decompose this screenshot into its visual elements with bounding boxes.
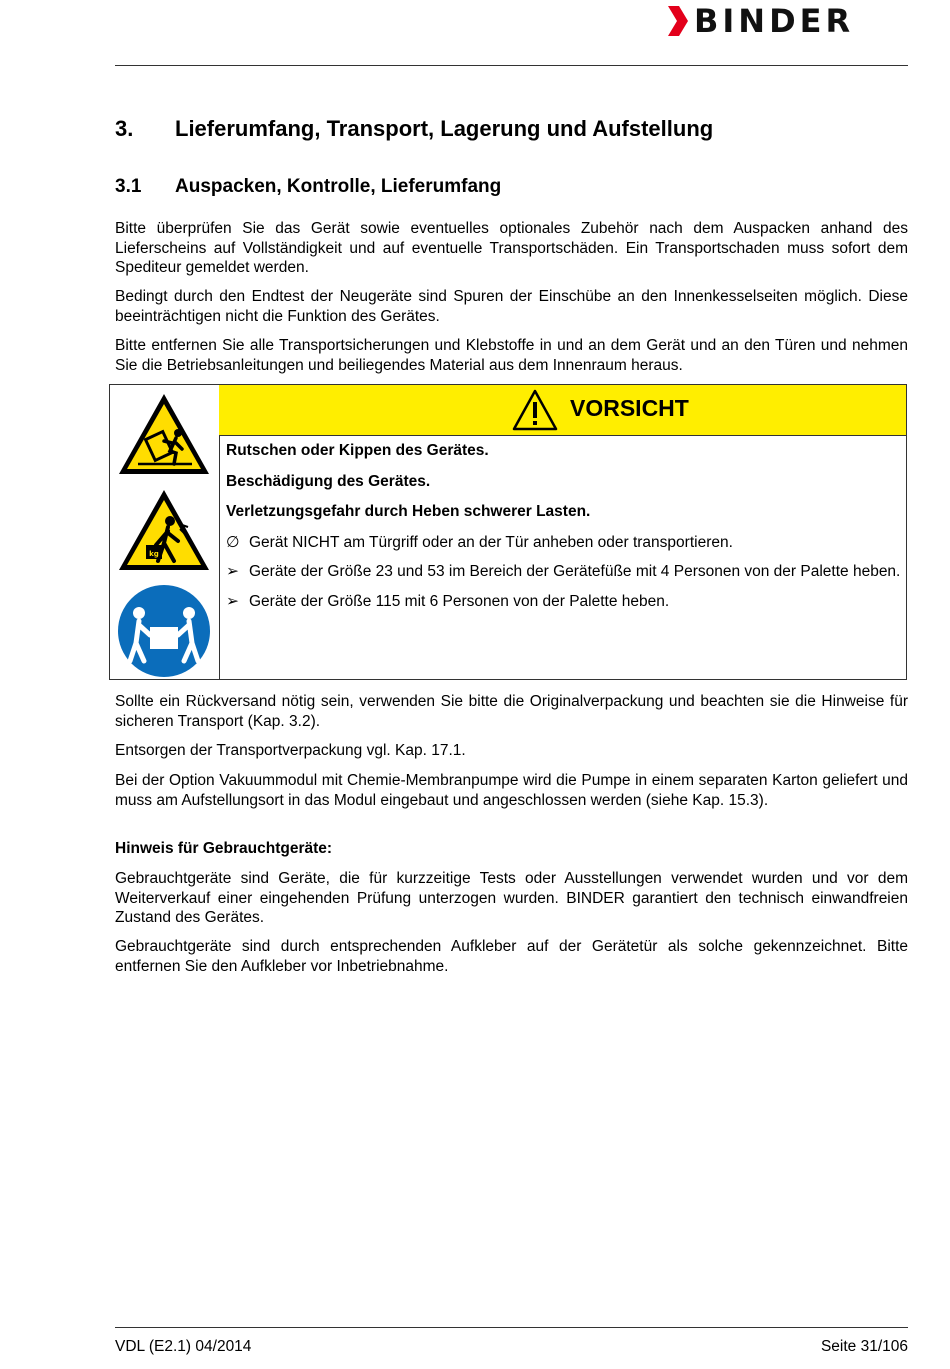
instruction-text: Geräte der Größe 115 mit 6 Personen von der Palette heben.: [249, 592, 670, 610]
prohibition-icon: ∅: [226, 533, 240, 551]
caution-header: [219, 385, 906, 436]
prohibition-item: [226, 533, 902, 553]
two-person-lift-icon: [116, 583, 212, 679]
intro-paragraph-1: Bitte überprüfen Sie das Gerät sowie eventuelles optionales Zubehör nach dem Auspacken anhand des Lieferscheins auf Vollständigkeit und auf eventuelle Transportschäden. Ein Transportschaden muss sofort dem Spediteur gemeldet werden.: [115, 220, 908, 276]
hazard-3: Verletzungsgefahr durch Heben schwerer Lasten.: [226, 503, 591, 520]
section-heading: [115, 176, 501, 198]
document-version: VDL (E2.1) 04/2014: [115, 1338, 252, 1355]
chapter-heading: [115, 116, 713, 142]
tipping-hazard-icon: [116, 391, 212, 477]
used-devices-paragraph-2: Gebrauchtgeräte sind durch entsprechenden Aufkleber auf der Gerätetür als solche gekennzeichnet. Bitte entfernen Sie den Aufkleber vor Inbetriebnahme.: [115, 938, 908, 975]
section-title: Auspacken, Kontrolle, Lieferumfang: [175, 176, 502, 197]
warning-icons-column: [110, 385, 220, 679]
chapter-title: Lieferumfang, Transport, Lagerung und Aufstellung: [175, 116, 714, 141]
return-shipping-paragraph: Sollte ein Rückversand nötig sein, verwenden Sie bitte die Originalverpackung und beachten sie die Hinweise für sicheren Transport (Kap. 3.2).: [115, 693, 908, 730]
instruction-item: [226, 592, 902, 612]
caution-box: [109, 384, 907, 680]
hazard-2: Beschädigung des Gerätes.: [226, 472, 431, 490]
arrow-bullet-icon: ➢: [226, 563, 239, 580]
chapter-number: 3.: [115, 116, 134, 141]
heavy-load-hazard-icon: [116, 487, 212, 573]
used-devices-paragraph-1: Gebrauchtgeräte sind Geräte, die für kurzzeitige Tests oder Ausstellungen verwendet wurden und vor dem Weiterverkauf einer eingehenden Prüfung unterzogen wurden. BINDER garantiert den technisch einwandfreien Zustand des Gerätes.: [115, 870, 908, 926]
page-number: Seite 31/106: [820, 1338, 908, 1355]
section-number: 3.1: [115, 176, 142, 197]
packaging-disposal-paragraph: Entsorgen der Transportverpackung vgl. Kap. 17.1.: [115, 742, 466, 759]
signal-word: VORSICHT: [570, 395, 689, 421]
svg-text:kg: kg: [149, 550, 159, 558]
vacuum-module-paragraph: Bei der Option Vakuummodul mit Chemie-Membranpumpe wird die Pumpe in einem separaten Karton geliefert und muss am Aufstellungsort in das Modul eingebaut und angeschlossen werden (siehe Kap. 15.3).: [115, 772, 908, 809]
used-devices-heading: Hinweis für Gebrauchtgeräte:: [115, 840, 333, 857]
caution-content: [226, 441, 902, 621]
logo-text: BINDER: [694, 2, 855, 40]
arrow-bullet-icon: ➢: [226, 592, 239, 610]
binder-logo: [666, 4, 910, 38]
hazard-1: Rutschen oder Kippen des Gerätes.: [226, 442, 489, 459]
instruction-text: Geräte der Größe 23 und 53 im Bereich der Gerätefüße mit 4 Personen von der Palette heben.: [249, 563, 901, 580]
prohibition-text: Gerät NICHT am Türgriff oder an der Tür anheben oder transportieren.: [249, 533, 733, 551]
instruction-item: [226, 562, 902, 582]
header-divider: [115, 65, 908, 66]
intro-paragraph-3: Bitte entfernen Sie alle Transportsicherungen und Klebstoffe in und an dem Gerät und an den Türen und nehmen Sie die Betriebsanleitungen und beiliegendes Material aus dem Innenraum heraus.: [115, 337, 908, 374]
binder-logo-mark-icon: [666, 4, 692, 38]
warning-triangle-icon: [512, 389, 558, 431]
intro-paragraph-2: Bedingt durch den Endtest der Neugeräte sind Spuren der Einschübe an den Innenkesselseiten möglich. Diese beeinträchtigen nicht die Funktion des Gerätes.: [115, 288, 908, 325]
footer-divider: [115, 1327, 908, 1328]
